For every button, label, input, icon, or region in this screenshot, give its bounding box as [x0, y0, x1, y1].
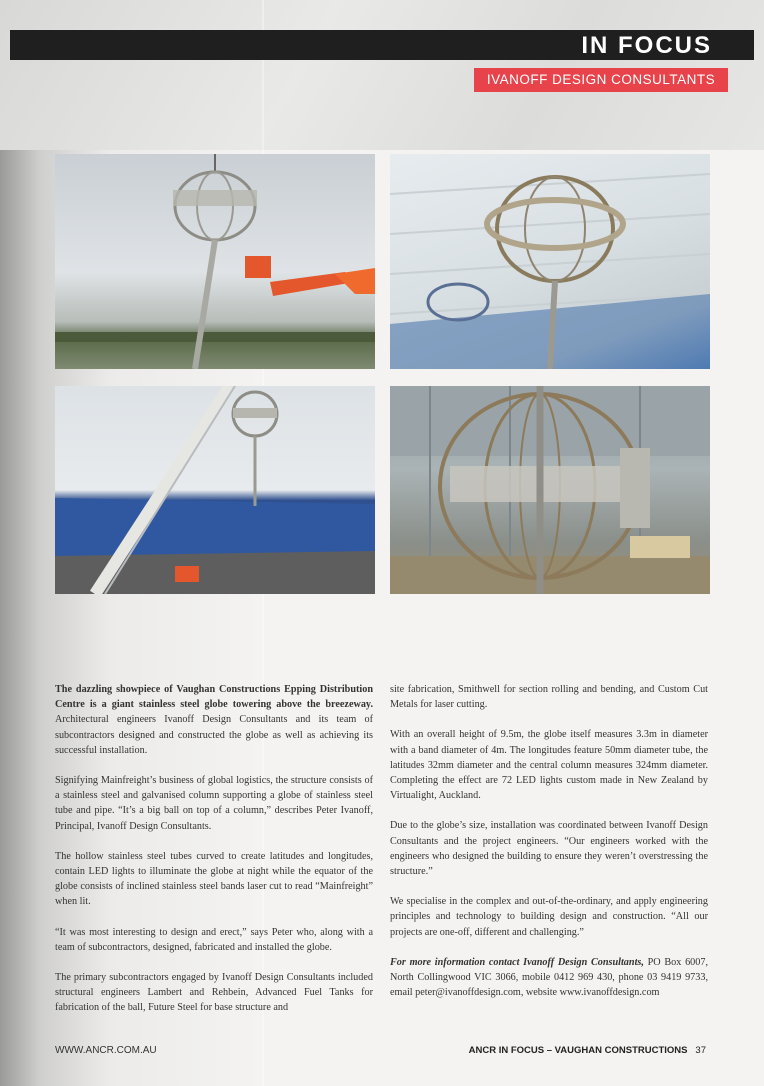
contact-paragraph [390, 955, 708, 1001]
footer-section [469, 1045, 706, 1056]
photo-globe-crane [55, 386, 375, 594]
footer-website: WWW.ANCR.COM.AU [55, 1045, 157, 1056]
paragraph-6: site fabrication, Smithwell for section rolling and bending, and Custom Cut Metals for laser cutting. [390, 684, 708, 711]
contact-lead: For more information contact Ivanoff Design Consultants, [390, 956, 644, 968]
page-number: 37 [695, 1045, 706, 1056]
paragraph-9: We specialise in the complex and out-of-the-ordinary, and apply engineering principles and technology to building design and construction. “All our projects are one-off, different and challenging.” [390, 896, 708, 938]
footer-brand: ANCR [468, 1045, 497, 1056]
lead-text: The dazzling showpiece of Vaughan Constructions Epping Distribution Centre is a giant stainless steel globe towering above the breezeway. [55, 684, 373, 711]
paragraph-1 [55, 682, 373, 758]
photo-globe-workshop [390, 386, 710, 594]
paragraph-2: Signifying Mainfreight’s business of global logistics, the structure consists of a stainless steel and galvanised column supporting a globe of stainless steel tube and pipe. “It’s a big ball on top of a column,” describes Peter Ivanoff, Principal, Ivanoff Design Consultants. [55, 775, 373, 832]
contact-details: PO Box 6007, North Collingwood VIC 3066, mobile 0412 969 430, phone 03 9419 9733, email peter@ivanoffdesign.com, website www.ivanoffdesign.com [390, 956, 708, 999]
paragraph-4: “It was most interesting to design and erect,” says Peter who, along with a team of subcontractors, designed, fabricated and installed the globe. [55, 926, 373, 953]
paragraph-7: With an overall height of 9.5m, the globe itself measures 3.3m in diameter with a band diameter of 4m. The longitudes feature 50mm diameter tube, the latitudes 32mm diameter and the central column measures 324mm diameter. Completing the effect are 72 LED lights custom made in New Zealand by Virtualight, Auckland. [390, 729, 708, 802]
photo-globe-aerial [390, 154, 710, 369]
footer-section-label: IN FOCUS – VAUGHAN CONSTRUCTIONS [496, 1045, 688, 1056]
paragraph-text: Architectural engineers Ivanoff Design Consultants and its team of subcontractors designed and constructed the globe as well as achieving its successful installation. [55, 714, 373, 756]
paragraph-8: Due to the globe’s size, installation was coordinated between Ivanoff Design Consultants and the project engineers. “Our engineers worked with the engineers who designed the building to ensure they weren’t overstressing the structure.” [390, 820, 708, 878]
section-title: IN FOCUS [581, 32, 712, 59]
photo-globe-installation [55, 154, 375, 369]
paragraph-5: The primary subcontractors engaged by Ivanoff Design Consultants included structural engineers Lambert and Rehbein, Advanced Fuel Tanks for fabrication of the ball, Future Steel for base structure and [55, 972, 373, 1014]
article-column-left [55, 682, 373, 1031]
article-column-right [390, 682, 708, 1015]
section-subtitle: IVANOFF DESIGN CONSULTANTS [474, 68, 728, 92]
paragraph-3: The hollow stainless steel tubes curved to create latitudes and longitudes, contain LED lights to illuminate the globe at night while the equator of the globe consists of inclined stainless steel bands laser cut to read “Mainfreight” when lit. [55, 850, 373, 908]
